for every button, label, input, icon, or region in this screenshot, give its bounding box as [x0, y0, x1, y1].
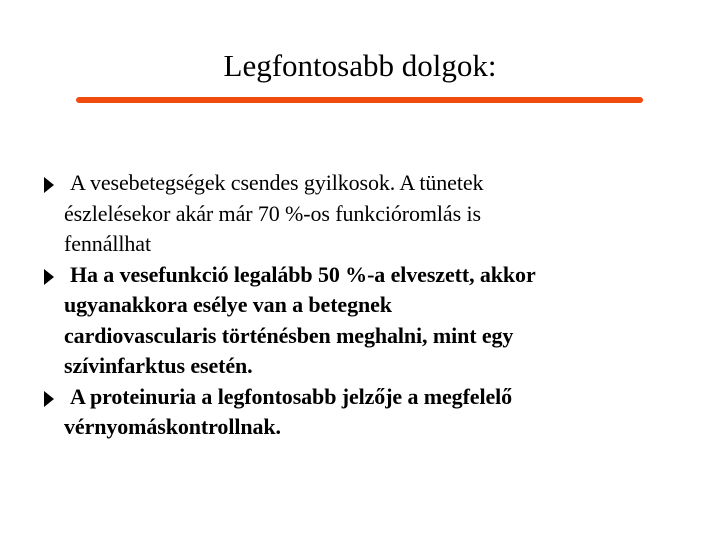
bullet-text — [64, 382, 684, 443]
bullet-line: fennállhat — [64, 231, 151, 256]
bullet-line: A proteinuria a legfontosabb jelzője a megfelelő — [70, 383, 513, 409]
bullet-line: szívinfarktus esetén. — [64, 353, 253, 378]
bullet-line: A vesebetegségek csendes gyilkosok. A tünetek — [70, 170, 484, 195]
bullet-line: ugyanakkora esélye van a betegnek — [64, 292, 392, 317]
slide-title: Legfontosabb dolgok: — [223, 48, 497, 83]
bullet-line: cardiovascularis történésben meghalni, mint egy — [64, 322, 514, 348]
bullet-list — [64, 168, 684, 443]
bullet-line: észlelésekor akár már 70 %-os funkcióromlás is — [64, 200, 481, 226]
bullet-text — [64, 260, 684, 382]
bullet-item — [64, 260, 684, 382]
right-triangle-icon — [44, 391, 54, 407]
bullet-item — [64, 168, 684, 260]
bullet-item — [64, 382, 684, 443]
bullet-line: Ha a vesefunkció legalább 50 %-a elveszett, akkor — [70, 261, 536, 287]
right-triangle-icon — [44, 177, 54, 193]
right-triangle-icon — [44, 269, 54, 285]
bullet-text — [64, 168, 684, 260]
bullet-line: vérnyomáskontrollnak. — [64, 414, 281, 439]
title-underline — [76, 97, 643, 103]
